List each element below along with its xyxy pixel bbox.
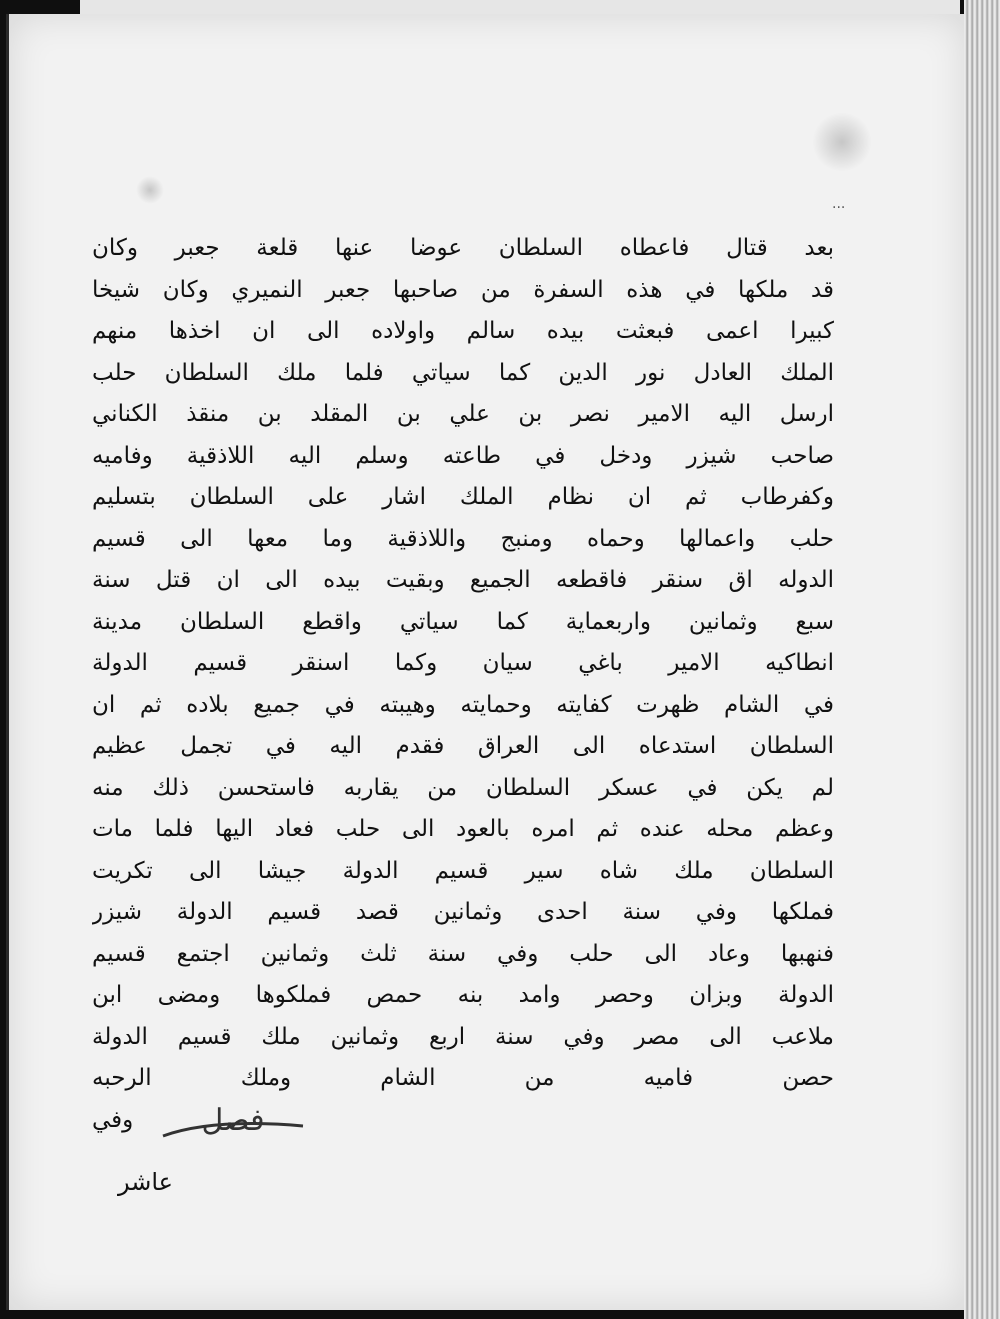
text-line: بعد قتال فاعطاه السلطان عوضا عنها قلعة جعبر وكان	[92, 235, 834, 261]
text-line: الدولة وبزان وحصر وامد بنه حمص فملكوها ومضى ابن	[92, 982, 834, 1008]
text-line: انطاكيه الامير باغي سيان وكما اسنقر قسيم الدولة	[92, 650, 834, 676]
text-line: الدوله اق سنقر فاقطعه الجميع وبقيت بيده الى ان قتل سنة	[92, 567, 834, 593]
signature-flourish	[153, 1100, 313, 1140]
text-line: الملك العادل نور الدين كما سياتي فلما ملك السلطان حلب	[92, 359, 834, 386]
text-line: وكفرطاب ثم ان نظام الملك اشار على السلطان بتسليم	[92, 484, 834, 510]
page-edges	[964, 0, 1000, 1319]
text-line: وعظم محله عنده ثم امره بالعود الى حلب فعاد اليها فلما مات	[92, 816, 834, 842]
manuscript-text	[92, 228, 834, 1141]
text-line: فملكها وفي سنة احدى وثمانين قصد قسيم الدولة شيزر	[92, 899, 834, 925]
text-line: كبيرا اعمى فبعثت بيده سالم واولاده الى ان اخذها منهم	[92, 318, 834, 344]
text-line: في الشام ظهرت كفايته وحمايته وهيبته في جميع بلاده ثم ان	[92, 691, 834, 718]
text-line: لم يكن في عسكر السلطان من يقاربه فاستحسن ذلك منه	[92, 774, 834, 801]
text-line: حصن فاميه من الشام وملك الرحبه	[92, 1065, 834, 1091]
signature-text: فصل	[201, 1103, 265, 1139]
text-line: حلب واعمالها وحماه ومنبج واللاذقية وما معها الى قسيم	[92, 525, 834, 552]
text-line: السلطان استدعاه الى العراق فقدم اليه في تجمل عظيم	[92, 733, 834, 759]
top-marks: ...	[832, 196, 846, 212]
text-line: ملاعب الى مصر وفي سنة اربع وثمانين ملك قسيم الدولة	[92, 1023, 834, 1050]
text-line: السلطان ملك شاه سير قسيم الدولة جيشا الى تكريت	[92, 857, 834, 884]
catchword: عاشر	[118, 1168, 173, 1196]
ink-stain	[812, 112, 872, 172]
text-line: فنهبها وعاد الى حلب وفي سنة ثلث وثمانين اجتمع قسيم	[92, 940, 834, 967]
text-line: سبع وثمانين واربعماية كما سياتي واقطع السلطان مدينة	[92, 608, 834, 635]
ink-stain	[136, 176, 164, 204]
last-line-tail: وفي	[92, 1106, 134, 1133]
text-line-last	[92, 1100, 834, 1142]
text-line: ارسل اليه الامير نصر بن علي بن المقلد بن منقذ الكناني	[92, 401, 834, 427]
text-line: صاحب شيزر ودخل في طاعته وسلم اليه اللاذقية وفاميه	[92, 442, 834, 469]
top-strip	[80, 0, 960, 14]
text-line: قد ملكها في هذه السفرة من صاحبها جعبر النميري وكان شيخا	[92, 276, 834, 303]
